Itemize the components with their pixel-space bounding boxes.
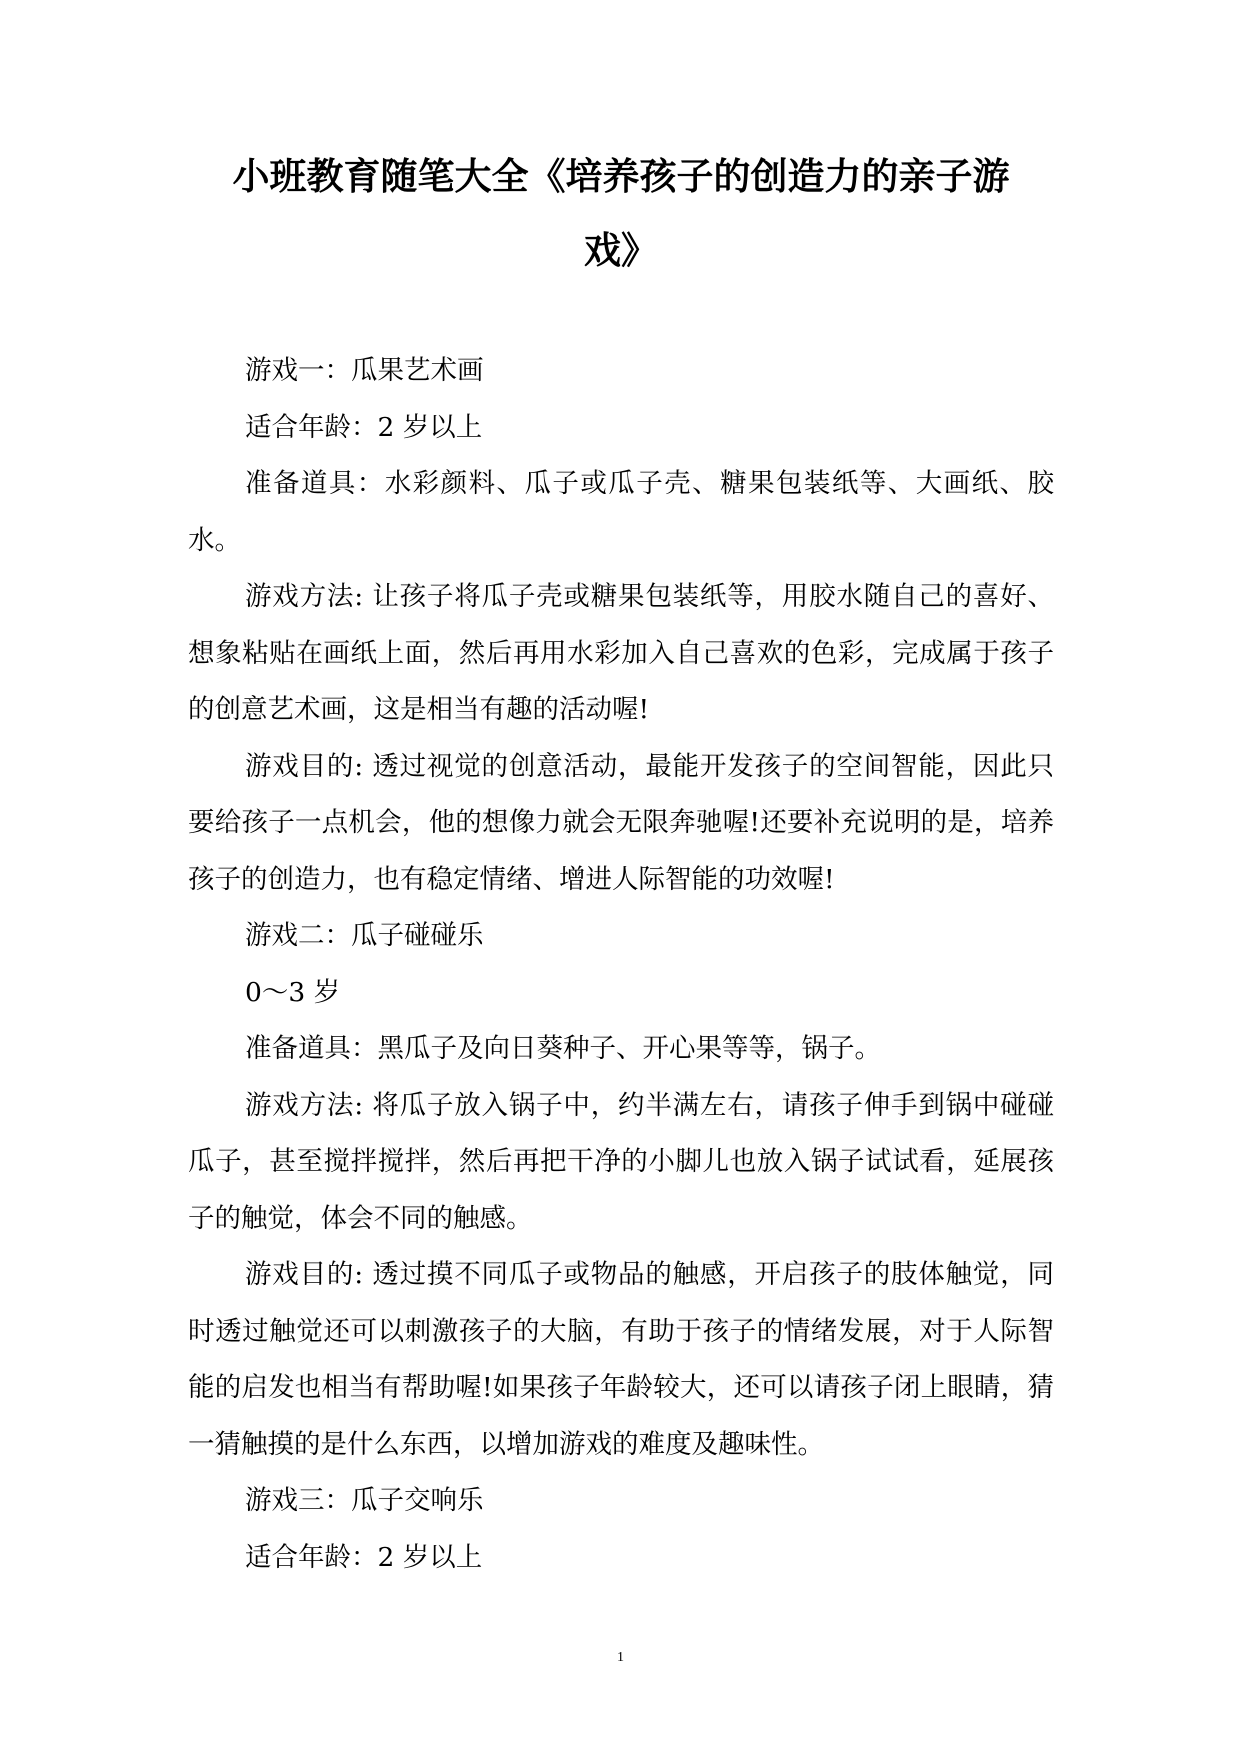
paragraph-method-2: 游戏方法: 将瓜子放入锅子中，约半满左右，请孩子伸手到锅中碰碰瓜子，甚至搅拌搅拌，然后再把干净的小脚儿也放入锅子试试看，延展孩子的触觉，体会不同的触感。: [188, 1089, 1054, 1234]
paragraph-purpose-1: 游戏目的: 透过视觉的创意活动，最能开发孩子的空间智能，因此只要给孩子一点机会，他的想像力就会无限奔驰喔!还要补充说明的是，培养孩子的创造力，也有稳定情绪、增进人际智能的功效喔!: [188, 750, 1054, 895]
paragraph-age-1: 适合年龄：2 岁以上: [245, 411, 483, 443]
paragraph-age-2: 0～3 岁: [245, 976, 341, 1008]
section-heading-game-3: 游戏三：瓜子交响乐: [245, 1485, 484, 1516]
paragraph-age-3: 适合年龄：2 岁以上: [245, 1541, 483, 1573]
section-heading-game-2: 游戏二：瓜子碰碰乐: [245, 920, 484, 951]
document-title-line-2: 戏》: [584, 228, 658, 272]
document-title-line-1: 小班教育随笔大全《培养孩子的创造力的亲子游: [232, 154, 1010, 198]
paragraph-props-2: 准备道具：黑瓜子及向日葵种子、开心果等等，锅子。: [245, 1033, 881, 1064]
paragraph-method-1: 游戏方法: 让孩子将瓜子壳或糖果包装纸等，用胶水随自己的喜好、想象粘贴在画纸上面，然后再用水彩加入自己喜欢的色彩，完成属于孩子的创意艺术画，这是相当有趣的活动喔!: [188, 581, 1054, 725]
section-heading-game-1: 游戏一：瓜果艺术画: [245, 355, 484, 386]
paragraph-props-1: 准备道具：水彩颜料、瓜子或瓜子壳、糖果包装纸等、大画纸、胶水。: [188, 468, 1054, 556]
paragraph-purpose-2: 游戏目的: 透过摸不同瓜子或物品的触感，开启孩子的肢体触觉，同时透过触觉还可以刺激孩子的大脑，有助于孩子的情绪发展，对于人际智能的启发也相当有帮助喔!如果孩子年龄较大，还可以请孩子闭上眼睛，猜一猜触摸的是什么东西，以增加游戏的难度及趣味性。: [188, 1259, 1054, 1460]
page-number: 1: [617, 1650, 624, 1665]
document-body: [188, 343, 1054, 1586]
